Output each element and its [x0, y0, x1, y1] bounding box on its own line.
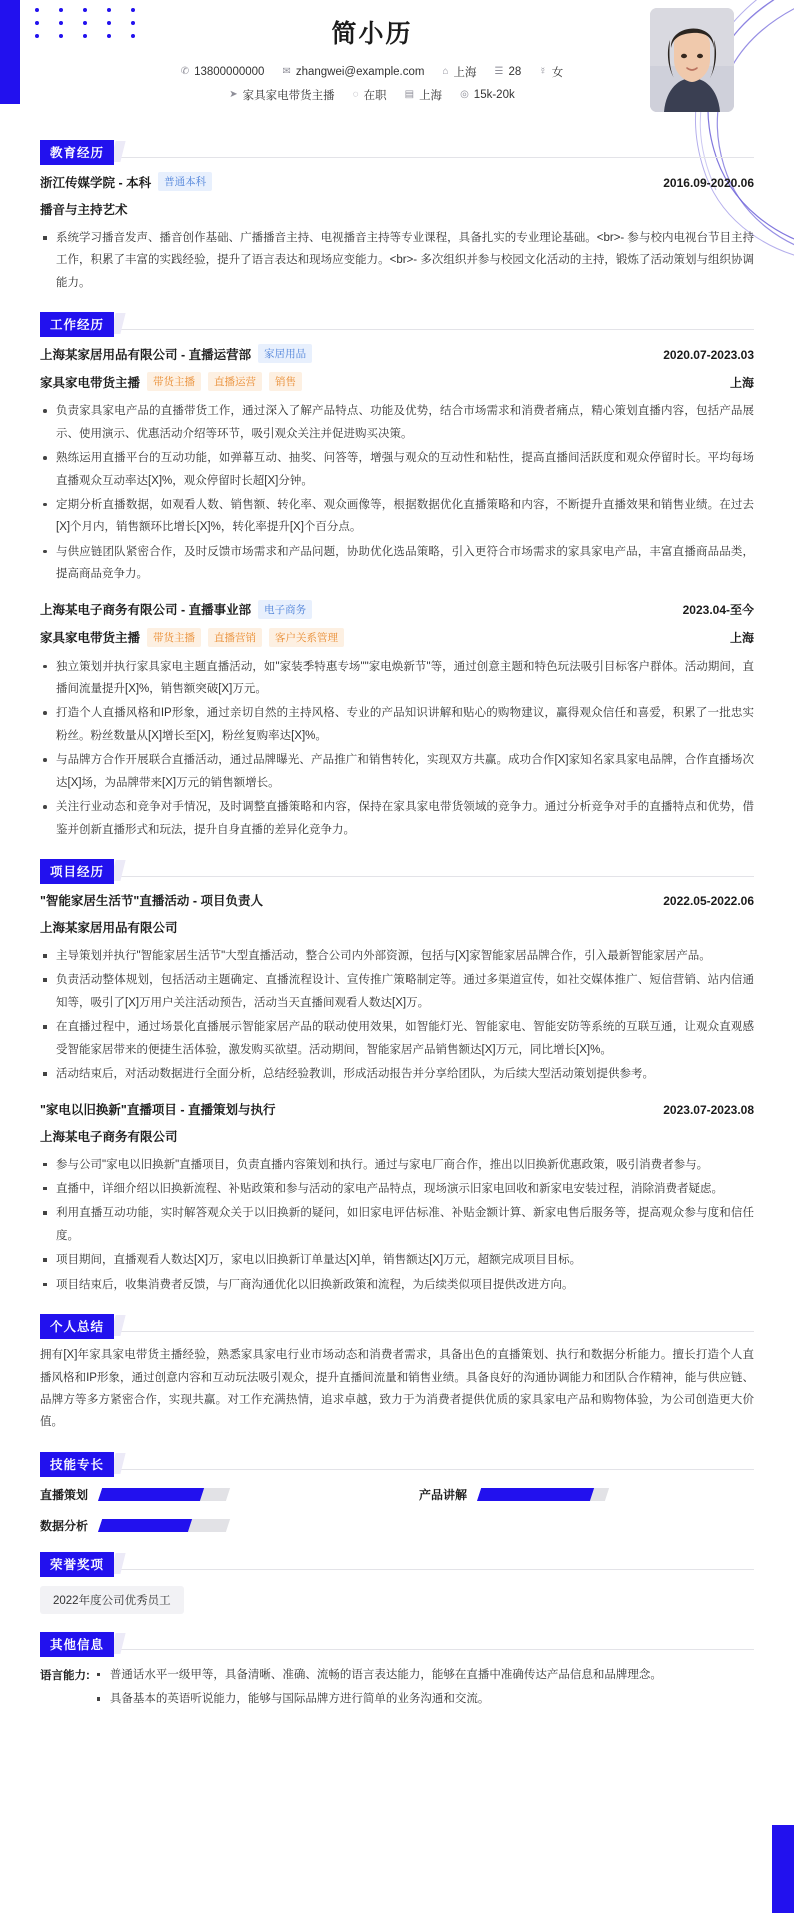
project-title: "家电以旧换新"直播项目 - 直播策划与执行 — [40, 1102, 276, 1117]
list-item: 在直播过程中，通过场景化直播展示智能家居产品的联动使用效果，如智能灯光、智能家电、智能安防等系统的互联互通，让观众直观感受智能家居带来的便捷生活体验，激发购买欲望。活动期间，智能家居产品销售额达[X]万元，同比增长[X]%。 — [40, 1016, 754, 1061]
section-other — [40, 1628, 754, 1713]
contact-position — [229, 87, 334, 103]
work-role-line — [40, 628, 754, 647]
contact-email-value: zhangwei@example.com — [295, 66, 425, 78]
award-chip: 2022年度公司优秀员工 — [40, 1586, 184, 1614]
work-company: 上海某电子商务有限公司 - 直播事业部 — [40, 603, 252, 618]
contact-gender-value: 女 — [551, 67, 564, 79]
project-bullets — [40, 1154, 754, 1297]
skill-progress-fill — [98, 1519, 192, 1532]
project-bullets — [40, 945, 754, 1086]
contact-salary-value: 15k-20k — [473, 89, 515, 101]
contact-gender — [539, 64, 563, 80]
education-bullets — [40, 227, 754, 294]
project-company: 上海某电子商务有限公司 — [40, 1129, 178, 1144]
work-location: 上海 — [729, 375, 754, 390]
work-entry — [40, 600, 754, 841]
dot-grid-decoration — [35, 8, 155, 47]
section-title-work: 工作经历 — [40, 312, 114, 337]
education-date: 2016.09-2020.06 — [663, 175, 754, 190]
work-role-left — [40, 372, 302, 391]
list-item: 利用直播互动功能，实时解答观众关于以旧换新的疑问，如旧家电评估标准、补贴金额计算、新家电售后服务等，提高观众参与度和信任度。 — [40, 1202, 754, 1247]
skills-grid — [40, 1486, 754, 1534]
section-rule — [40, 1649, 754, 1650]
section-header-project — [40, 855, 754, 880]
bottom-right-accent-bar — [772, 1825, 794, 1913]
project-entry-headline — [40, 891, 754, 909]
list-item: 项目结束后，收集消费者反馈，与厂商沟通优化以旧换新政策和流程，为后续类似项目提供改进方向。 — [40, 1274, 754, 1296]
list-item: 负责家具家电产品的直播带货工作，通过深入了解产品特点、功能及优势，结合市场需求和消费者痛点，精心策划直播内容，包括产品展示、使用演示、优惠活动介绍等环节，吸引观众关注并促进购买决策。 — [40, 400, 754, 445]
avatar — [650, 8, 734, 112]
contact-position-value: 家具家电带货主播 — [242, 90, 335, 102]
work-entry-left — [40, 600, 312, 619]
work-industry-pill: 家居用品 — [258, 344, 312, 363]
list-item: 活动结束后，对活动数据进行全面分析，总结经验教训，形成活动报告并分享给团队，为后续大型活动策划提供参考。 — [40, 1063, 754, 1085]
list-item: 定期分析直播数据，如观看人数、销售额、转化率、观众画像等，根据数据优化直播策略和内容，不断提升直播效果和销售业绩。在过去[X]个月内，销售额环比增长[X]%，转化率提升[X]个百分点。 — [40, 494, 754, 539]
phone-icon: ✆ — [180, 66, 190, 77]
skill-progress-track — [98, 1488, 230, 1501]
page-title: 简小历 — [331, 20, 413, 48]
work-tag: 直播运营 — [208, 372, 262, 391]
work-tag: 带货主播 — [147, 372, 201, 391]
project-date: 2023.07-2023.08 — [663, 1102, 754, 1117]
section-awards — [40, 1548, 754, 1614]
section-header-summary — [40, 1310, 754, 1335]
education-entry-left — [40, 172, 212, 191]
city-icon: ▤ — [404, 89, 415, 100]
education-major: 播音与主持艺术 — [40, 203, 128, 217]
project-title: "智能家居生活节"直播活动 - 项目负责人 — [40, 894, 263, 909]
list-item: 普通话水平一级甲等，具备清晰、准确、流畅的语言表达能力，能够在直播中准确传达产品信息和品牌理念。 — [94, 1664, 754, 1686]
list-item: 系统学习播音发声、播音创作基础、广播播音主持、电视播音主持等专业课程，具备扎实的专业理论基础。<br>- 参与校内电视台节目主持工作，积累了丰富的实践经验，提升了语言表达和现场应变能力。<br>- 多次组织并参与校园文化活动的主持，锻炼了活动策划与组织协调能力。 — [40, 227, 754, 294]
contact-phone-value: 13800000000 — [194, 66, 265, 78]
other-info-block — [40, 1664, 754, 1713]
skill-progress-fill — [477, 1488, 594, 1501]
skill-item — [419, 1486, 754, 1503]
section-header-awards — [40, 1548, 754, 1570]
skill-progress-track — [477, 1488, 609, 1501]
work-date: 2023.04-至今 — [682, 603, 754, 618]
section-header-work — [40, 308, 754, 333]
list-item: 打造个人直播风格和IP形象，通过亲切自然的主持风格、专业的产品知识讲解和贴心的购物建议，赢得观众信任和喜爱，积累了一批忠实粉丝。粉丝数量从[X]增长至[X]，粉丝复购率达[X]%。 — [40, 702, 754, 747]
contact-city-value: 上海 — [453, 67, 477, 79]
education-entry-headline — [40, 172, 754, 191]
section-header-skills — [40, 1448, 754, 1470]
section-skills — [40, 1448, 754, 1534]
skill-item — [40, 1517, 375, 1534]
list-item: 关注行业动态和竞争对手情况，及时调整直播策略和内容，保持在家具家电带货领域的竞争力。通过分析竞争对手的直播特点和优势，借鉴并创新直播形式和玩法，提升自身直播的差异化竞争力。 — [40, 796, 754, 841]
project-entry-headline — [40, 1100, 754, 1118]
section-title-other: 其他信息 — [40, 1632, 114, 1657]
skill-progress-track — [98, 1519, 230, 1532]
skill-label: 直播策划 — [40, 1487, 89, 1502]
work-entry-headline — [40, 344, 754, 363]
list-item: 主导策划并执行"智能家居生活节"大型直播活动，整合公司内外部资源，包括与[X]家智能家居品牌合作，引入最新智能家居产品。 — [40, 945, 754, 967]
section-rule — [40, 1569, 754, 1570]
rocket-icon: ➤ — [229, 89, 238, 100]
section-title-awards: 荣誉奖项 — [40, 1552, 114, 1577]
contact-age — [495, 66, 522, 78]
contact-phone — [181, 66, 265, 78]
project-date: 2022.05-2022.06 — [663, 894, 754, 909]
list-item: 参与公司"家电以旧换新"直播项目，负责直播内容策划和执行。通过与家电厂商合作，推出以旧换新优惠政策，吸引消费者参与。 — [40, 1154, 754, 1176]
work-location: 上海 — [729, 631, 754, 646]
list-item: 与供应链团队紧密合作，及时反馈市场需求和产品问题，协助优化选品策略，引入更符合市场需求的家具家电产品，丰富直播商品品类，提高商品竞争力。 — [40, 541, 754, 586]
skill-label: 产品讲解 — [419, 1487, 468, 1502]
section-rule — [40, 876, 754, 877]
work-entry-headline — [40, 600, 754, 619]
list-item: 熟练运用直播平台的互动功能，如弹幕互动、抽奖、问答等，增强与观众的互动性和粘性，提高直播间活跃度和观众停留时长。平均每场直播观众互动率达[X]%，观众停留时长超[X]分钟。 — [40, 447, 754, 492]
other-info-bullets — [94, 1664, 754, 1713]
section-work — [40, 308, 754, 841]
contact-expect-city-value: 上海 — [419, 90, 443, 102]
home-icon: ⌂ — [442, 66, 449, 77]
education-entry — [40, 172, 754, 294]
section-summary — [40, 1310, 754, 1434]
list-item: 直播中，详细介绍以旧换新流程、补贴政策和参与活动的家电产品特点，现场演示旧家电回收和新家电安装过程，消除消费者疑虑。 — [40, 1178, 754, 1200]
section-title-skills: 技能专长 — [40, 1452, 114, 1477]
work-company: 上海某家居用品有限公司 - 直播运营部 — [40, 347, 252, 362]
work-role: 家具家电带货主播 — [40, 375, 141, 390]
list-item: 具备基本的英语听说能力，能够与国际品牌方进行简单的业务沟通和交流。 — [94, 1688, 754, 1710]
section-project — [40, 855, 754, 1296]
contact-salary — [460, 89, 515, 101]
list-item: 与品牌方合作开展联合直播活动，通过品牌曝光、产品推广和销售转化，实现双方共赢。成功合作[X]家知名家具家电品牌，合作直播场次达[X]场，为品牌带来[X]万元的销售额增长。 — [40, 749, 754, 794]
skill-progress-fill — [98, 1488, 205, 1501]
education-pill: 普通本科 — [158, 172, 212, 191]
work-tag: 带货主播 — [147, 628, 201, 647]
cake-icon: ☰ — [494, 66, 504, 77]
awards-list — [40, 1586, 754, 1614]
section-rule — [40, 329, 754, 330]
work-role: 家具家电带货主播 — [40, 631, 141, 646]
list-item: 负责活动整体规划，包括活动主题确定、直播流程设计、宣传推广策略制定等。通过多渠道宣传，如社交媒体推广、短信营销、站内信通知等，吸引了[X]万用户关注活动预告，活动当天直播间观看人数达[X]万。 — [40, 969, 754, 1014]
project-company: 上海某家居用品有限公司 — [40, 921, 178, 936]
section-header-education — [40, 136, 754, 158]
work-bullets — [40, 656, 754, 841]
contact-city — [442, 64, 476, 80]
section-title-project: 项目经历 — [40, 859, 114, 884]
work-tag: 客户关系管理 — [269, 628, 344, 647]
education-school: 浙江传媒学院 - 本科 — [40, 175, 152, 190]
status-icon: ◌ — [352, 89, 359, 100]
project-entry — [40, 891, 754, 1086]
work-entry-left — [40, 344, 312, 363]
work-bullets — [40, 400, 754, 585]
project-entry — [40, 1100, 754, 1297]
work-industry-pill: 电子商务 — [258, 600, 312, 619]
gender-icon: ☿ — [539, 66, 547, 77]
work-entry — [40, 344, 754, 585]
contact-age-value: 28 — [508, 66, 522, 78]
contact-email — [282, 66, 424, 78]
mail-icon: ✉ — [282, 66, 291, 77]
contact-job-status-value: 在职 — [363, 90, 387, 102]
section-rule — [40, 1331, 754, 1332]
section-title-education: 教育经历 — [40, 140, 114, 165]
section-rule — [40, 157, 754, 158]
section-education — [40, 136, 754, 294]
work-tag: 直播营销 — [208, 628, 262, 647]
contact-expect-city — [405, 87, 442, 103]
skill-label: 数据分析 — [40, 1518, 89, 1533]
salary-icon: ◎ — [460, 89, 469, 100]
work-tag: 销售 — [269, 372, 302, 391]
resume-body — [0, 136, 794, 1713]
other-info-label: 语言能力: — [40, 1669, 90, 1682]
section-title-summary: 个人总结 — [40, 1314, 114, 1339]
contact-job-status — [353, 87, 387, 103]
work-role-line — [40, 372, 754, 391]
list-item: 独立策划并执行家具家电主题直播活动，如"家装季特惠专场""家电焕新节"等，通过创意主题和特色玩法吸引目标客户群体。活动期间，直播间流量提升[X]%，销售额突破[X]万元。 — [40, 656, 754, 701]
work-date: 2020.07-2023.03 — [663, 347, 754, 362]
summary-text: 拥有[X]年家具家电带货主播经验，熟悉家具家电行业市场动态和消费者需求，具备出色的直播策划、执行和数据分析能力。擅长打造个人直播风格和IP形象，通过创意内容和互动玩法吸引观众，提升直播间流量和销售业绩。具备良好的沟通协调能力和团队合作精神，能与供应链、品牌方等多方紧密合作，实现共赢。对工作充满热情，追求卓越，致力于为消费者提供优质的家具家电产品和购物体验，为公司创造更大价值。 — [40, 1349, 754, 1429]
work-role-left — [40, 628, 344, 647]
list-item: 项目期间，直播观看人数达[X]万，家电以旧换新订单量达[X]单，销售额达[X]万元，超额完成项目目标。 — [40, 1249, 754, 1271]
section-rule — [40, 1469, 754, 1470]
section-header-other — [40, 1628, 754, 1650]
skill-item — [40, 1486, 375, 1503]
